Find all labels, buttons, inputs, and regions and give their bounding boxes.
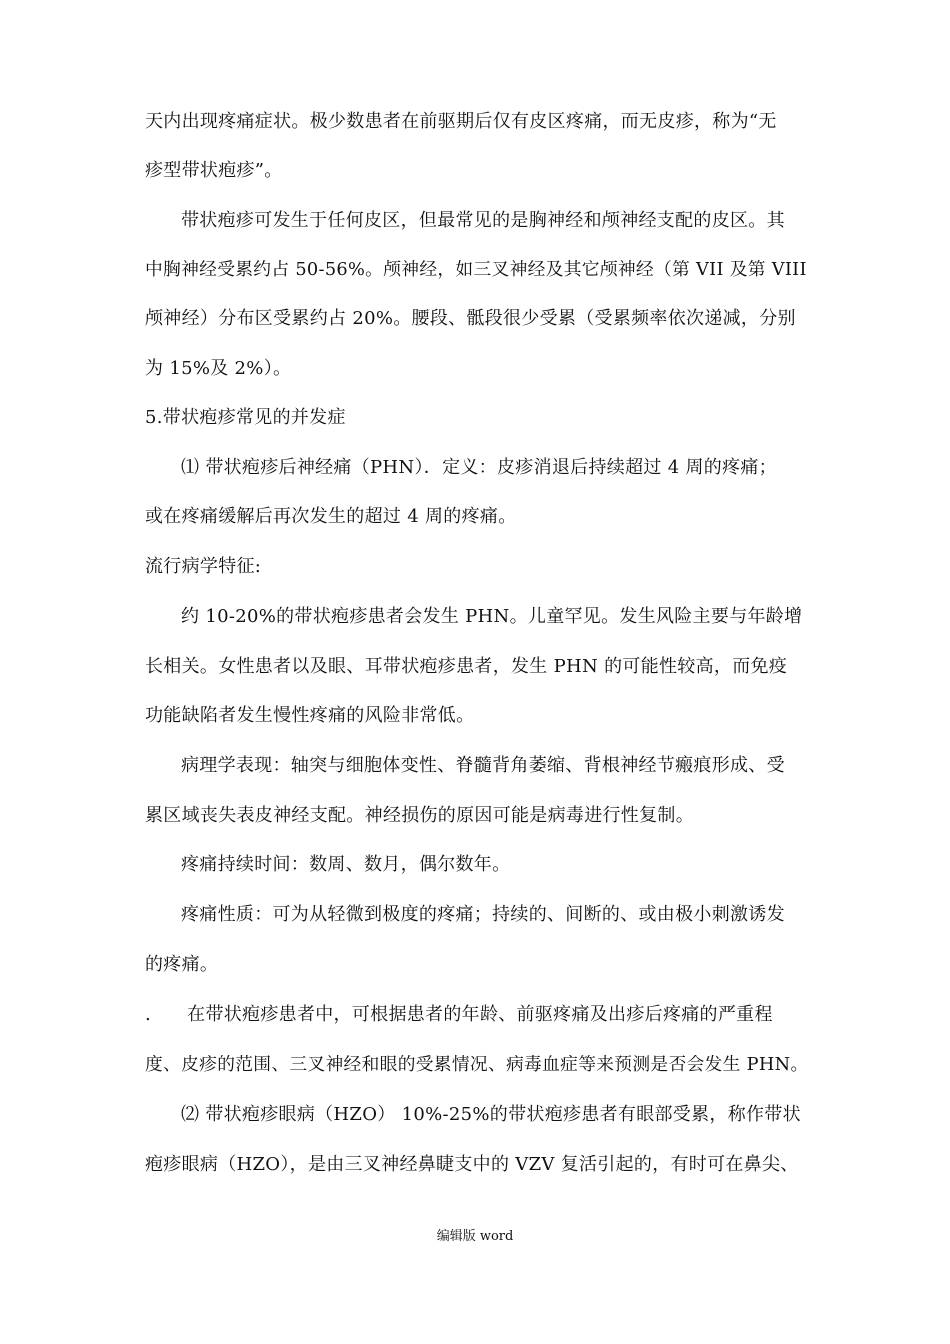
text-line: ⑵ 带状疱疹眼病（HZO） 10%-25%的带状疱疹患者有眼部受累，称作带状 bbox=[181, 1104, 801, 1125]
text-line: 疼痛持续时间：数周、数月，偶尔数年。 bbox=[181, 854, 511, 875]
text-line: 累区域丧失表皮神经支配。神经损伤的原因可能是病毒进行性复制。 bbox=[145, 805, 694, 826]
text-line: 的疼痛。 bbox=[145, 954, 219, 975]
text-line: ⑴ 带状疱疹后神经痛（PHN）．定义：皮疹消退后持续超过 4 周的疼痛； bbox=[181, 457, 777, 478]
text-line: 天内出现疼痛症状。极少数患者在前驱期后仅有皮区疼痛，而无皮疹，称为“无 bbox=[145, 111, 777, 132]
text-line: 或在疼痛缓解后再次发生的超过 4 周的疼痛。 bbox=[145, 506, 517, 527]
text-line: 功能缺陷者发生慢性疼痛的风险非常低。 bbox=[145, 705, 475, 726]
section-heading: 5.带状疱疹常见的并发症 bbox=[145, 407, 346, 428]
text-line: 颅神经）分布区受累约占 20%。腰段、骶段很少受累（受累频率依次递减，分别 bbox=[145, 308, 796, 329]
text-line: 中胸神经受累约占 50-56%。颅神经，如三叉神经及其它颅神经（第 VII 及第 VIII bbox=[145, 260, 807, 280]
text-line: 为 15%及 2%）。 bbox=[145, 358, 292, 379]
text-line: 带状疱疹可发生于任何皮区，但最常见的是胸神经和颅神经支配的皮区。其 bbox=[181, 210, 785, 231]
text-line: 疼痛性质：可为从轻微到极度的疼痛；持续的、间断的、或由极小刺激诱发 bbox=[181, 904, 785, 925]
text-line: 疹型带状疱疹”。 bbox=[145, 160, 283, 181]
subheading: 流行病学特征: bbox=[145, 556, 262, 577]
text-line: 疱疹眼病（HZO），是由三叉神经鼻睫支中的 VZV 复活引起的，有时可在鼻尖、 bbox=[145, 1154, 799, 1175]
text-line: . 在带状疱疹患者中，可根据患者的年龄、前驱疼痛及出疹后疼痛的严重程 bbox=[145, 1004, 773, 1025]
text-line: 度、皮疹的范围、三叉神经和眼的受累情况、病毒血症等来预测是否会发生 PHN。 bbox=[145, 1055, 809, 1075]
text-line: 约 10-20%的带状疱疹患者会发生 PHN。儿童罕见。发生风险主要与年龄增 bbox=[181, 606, 803, 627]
page-footer: 编辑版 word bbox=[436, 1229, 514, 1244]
text-line: 长相关。女性患者以及眼、耳带状疱疹患者，发生 PHN 的可能性较高，而免疫 bbox=[145, 656, 788, 677]
text-line: 病理学表现：轴突与细胞体变性、脊髓背角萎缩、背根神经节瘢痕形成、受 bbox=[181, 755, 785, 776]
